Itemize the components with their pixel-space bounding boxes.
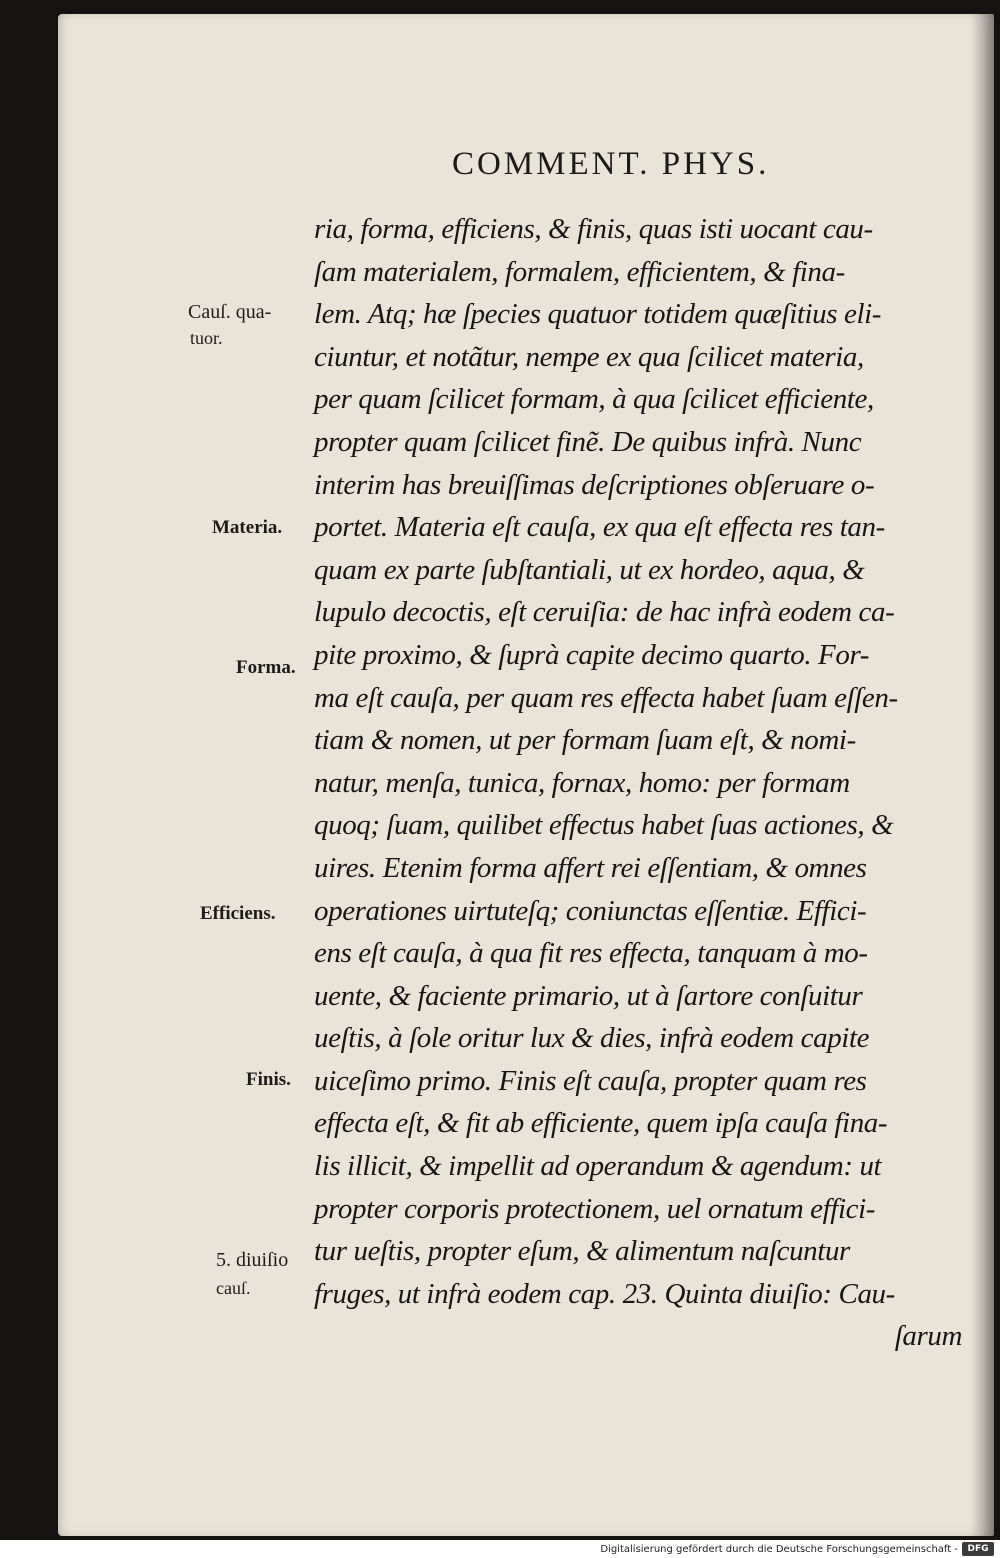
text-line: uente, & faciente primario, ut à ſartore conſuitur xyxy=(314,979,863,1012)
footer-credit: Digitalisierung gefördert durch die Deutsche Forschungsgemeinschaft - xyxy=(600,1544,958,1555)
margin-note-causae-quatuor-cont: tuor. xyxy=(190,328,223,348)
text-line: propter corporis protectionem, uel ornatum effici- xyxy=(314,1192,875,1225)
text-line: lem. Atq; hæ ſpecies quatuor totidem quæſitius eli- xyxy=(314,298,882,331)
text-line: operationes uirtuteſq; coniunctas eſſentiæ. Effici- xyxy=(314,894,867,927)
dfg-logo-icon: DFG xyxy=(962,1542,994,1556)
text-line: ueſtis, à ſole oritur lux & dies, infrà eodem capite xyxy=(314,1022,870,1055)
text-line: tur ueſtis, propter eſum, & alimentum naſcuntur xyxy=(314,1235,850,1268)
text-line: fruges, ut infrà eodem cap. 23. Quinta diuiſio: Cau- xyxy=(314,1277,895,1310)
margin-note-finis: Finis. xyxy=(246,1069,291,1090)
text-line: per quam ſcilicet formam, à qua ſcilicet efficiente, xyxy=(314,383,874,416)
text-line: interim has breuiſſimas deſcriptiones obſeruare o- xyxy=(314,468,875,501)
text-line: effecta eſt, & fit ab efficiente, quem ipſa cauſa fina- xyxy=(314,1107,888,1140)
text-line: propter quam ſcilicet finẽ. De quibus infrà. Nunc xyxy=(314,425,862,458)
running-head: COMMENT. PHYS. xyxy=(452,146,770,182)
text-line: lupulo decoctis, eſt ceruiſia: de hac infrà eodem ca- xyxy=(314,596,895,629)
text-line: ens eſt cauſa, à qua fit res effecta, tanquam à mo- xyxy=(314,937,868,970)
margin-note-divisio-cont: cauſ. xyxy=(216,1278,251,1298)
text-line: ria, forma, efficiens, & finis, quas isti uocant cau- xyxy=(314,213,873,245)
text-line: quoq; ſuam, quilibet effectus habet ſuas actiones, & xyxy=(314,809,894,842)
catchword: ſarum xyxy=(894,1320,962,1353)
text-line: pite proximo, & ſuprà capite decimo quarto. For- xyxy=(314,638,870,671)
text-line: ſam materialem, formalem, efficientem, & fina- xyxy=(314,255,845,288)
text-line: natur, menſa, tunica, fornax, homo: per formam xyxy=(314,766,850,799)
text-line: uiceſimo primo. Finis eſt cauſa, propter quam res xyxy=(314,1064,867,1097)
text-line: tiam & nomen, ut per formam ſuam eſt, & nomi- xyxy=(314,724,856,757)
text-line: portet. Materia eſt cauſa, ex qua eſt effecta res tan- xyxy=(314,511,885,544)
margin-note-forma: Forma. xyxy=(236,657,296,678)
text-line: uires. Etenim forma affert rei eſſentiam, & omnes xyxy=(314,851,867,884)
body-text xyxy=(314,208,974,1358)
margin-note-divisio: 5. diuiſio xyxy=(216,1249,289,1271)
text-line: ma eſt cauſa, per quam res effecta habet ſuam eſſen- xyxy=(314,681,898,714)
text-line: lis illicit, & impellit ad operandum & agendum: ut xyxy=(314,1150,882,1183)
text-line: ciuntur, et notãtur, nempe ex qua ſcilicet materia, xyxy=(314,340,864,373)
margin-note-materia: Materia. xyxy=(212,517,283,538)
margin-note-efficiens: Efficiens. xyxy=(200,903,276,924)
text-line: quam ex parte ſubſtantiali, ut ex hordeo, aqua, & xyxy=(314,553,865,586)
margin-note-causae-quatuor: Cauſ. qua- xyxy=(188,301,272,323)
